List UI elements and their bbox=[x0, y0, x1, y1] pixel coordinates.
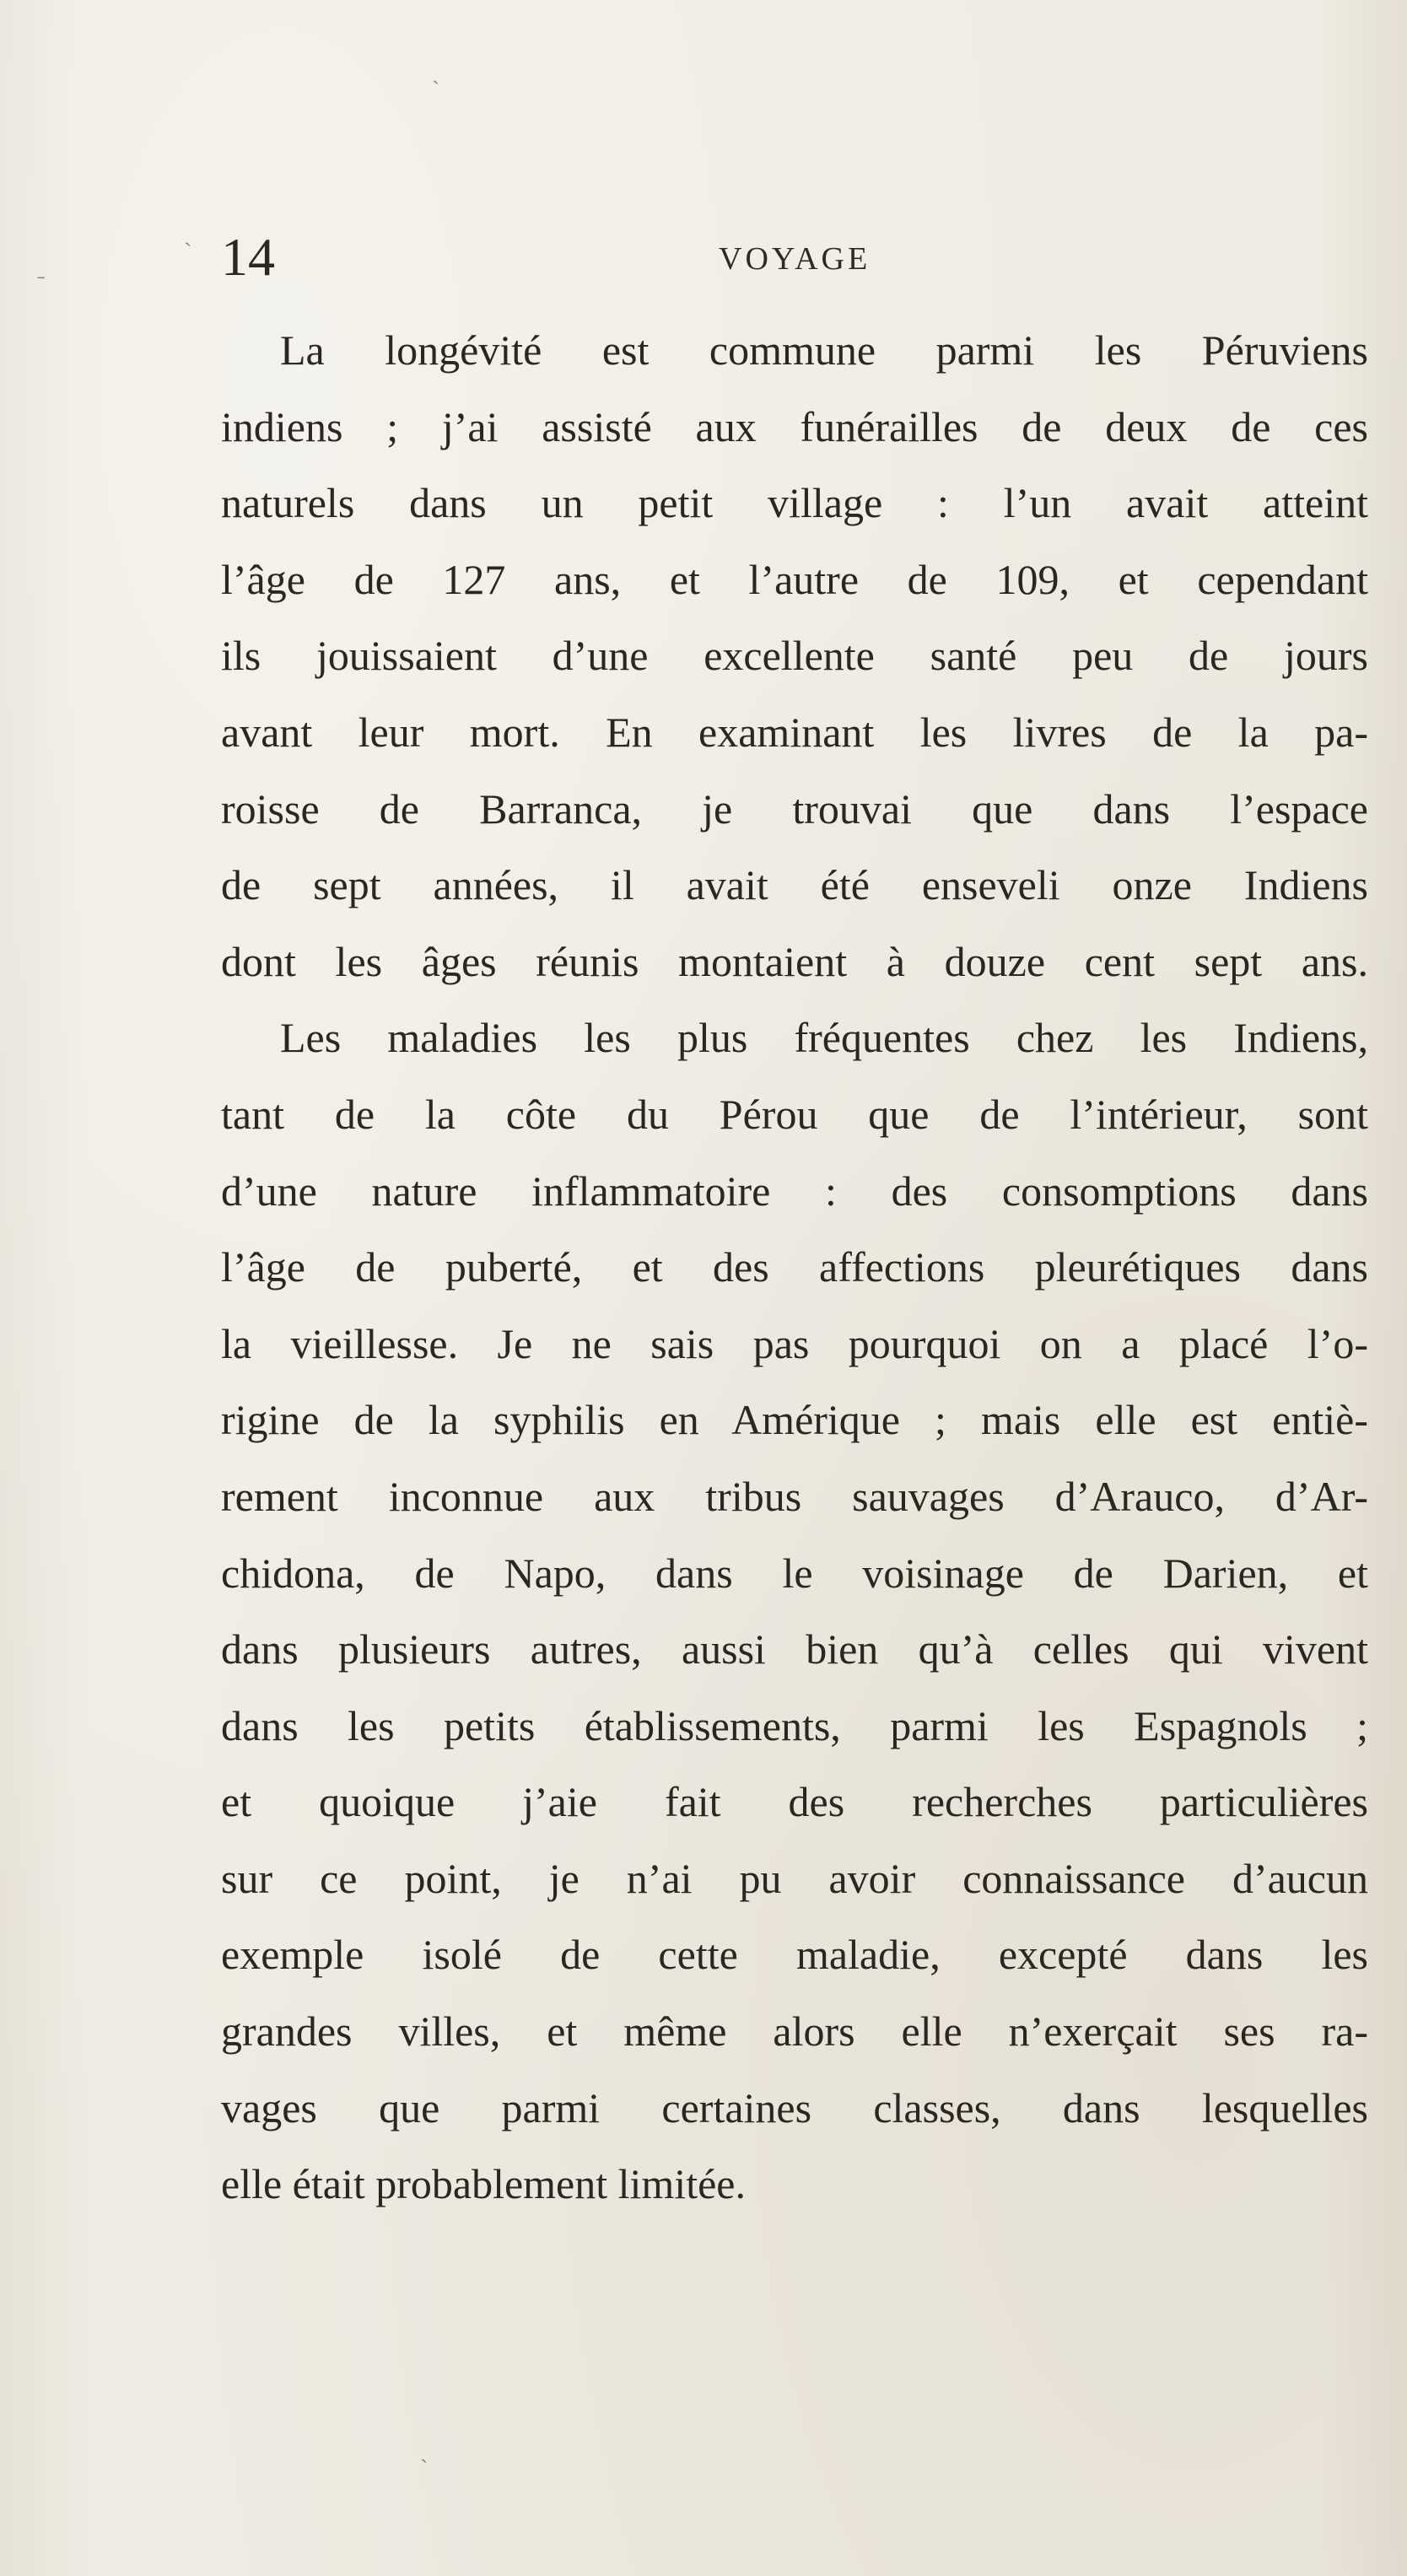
text-line: grandes villes, et même alors elle n’exerçait ses ra- bbox=[221, 2007, 1368, 2056]
text-line: rigine de la syphilis en Amérique ; mais elle est entiè- bbox=[221, 1396, 1368, 1444]
paper-speck: ˎ bbox=[184, 221, 192, 247]
text-line: sur ce point, je n’ai pu avoir connaissance d’aucun bbox=[221, 1854, 1368, 1902]
text-line: chidona, de Napo, dans le voisinage de Darien, et bbox=[221, 1549, 1368, 1597]
text-line: vages que parmi certaines classes, dans lesquelles bbox=[221, 2083, 1368, 2131]
text-line: Les maladies les plus fréquentes chez les Indiens, bbox=[280, 1014, 1368, 1062]
text-line: rement inconnue aux tribus sauvages d’Arauco, d’Ar- bbox=[221, 1472, 1368, 1520]
text-line: l’âge de 127 ans, et l’autre de 109, et cependant bbox=[221, 555, 1368, 603]
text-line: roisse de Barranca, je trouvai que dans l’espace bbox=[221, 784, 1368, 833]
text-line: naturels dans un petit village : l’un avait atteint bbox=[221, 479, 1368, 527]
paper-speck: ˉ bbox=[37, 272, 46, 298]
text-line: avant leur mort. En examinant les livres de la pa- bbox=[221, 708, 1368, 756]
text-line: dans plusieurs autres, aussi bien qu’à celles qui vivent bbox=[221, 1625, 1368, 1673]
page-header bbox=[221, 224, 1368, 299]
paragraph bbox=[221, 1000, 1368, 2223]
page-number: 14 bbox=[221, 227, 275, 287]
text-line: exemple isolé de cette maladie, excepté dans les bbox=[221, 1931, 1368, 1979]
text-line: dans les petits établissements, parmi les Espagnols ; bbox=[221, 1701, 1368, 1749]
text-line: elle était probablement limitée. bbox=[221, 2160, 746, 2208]
text-line: tant de la côte du Pérou que de l’intérieur, sont bbox=[221, 1090, 1368, 1138]
body-text bbox=[221, 312, 1368, 2223]
running-head: VOYAGE bbox=[719, 241, 871, 277]
paper-speck: ˏ bbox=[432, 59, 440, 85]
text-line: indiens ; j’ai assisté aux funérailles de deux de ces bbox=[221, 402, 1368, 450]
text-line: d’une nature inflammatoire : des consomptions dans bbox=[221, 1167, 1368, 1215]
text-line: dont les âges réunis montaient à douze cent sept ans. bbox=[221, 937, 1368, 985]
text-line: de sept années, il avait été enseveli onze Indiens bbox=[221, 861, 1368, 909]
text-line: l’âge de puberté, et des affections pleurétiques dans bbox=[221, 1243, 1368, 1291]
paper-speck: ˏ bbox=[420, 2438, 429, 2464]
text-line: La longévité est commune parmi les Péruviens bbox=[280, 326, 1368, 374]
paragraph bbox=[221, 312, 1368, 1000]
text-line: et quoique j’aie fait des recherches particulières bbox=[221, 1778, 1368, 1826]
text-line: la vieillesse. Je ne sais pas pourquoi on a placé l’o- bbox=[221, 1319, 1368, 1367]
text-line: ils jouissaient d’une excellente santé peu de jours bbox=[221, 632, 1368, 680]
